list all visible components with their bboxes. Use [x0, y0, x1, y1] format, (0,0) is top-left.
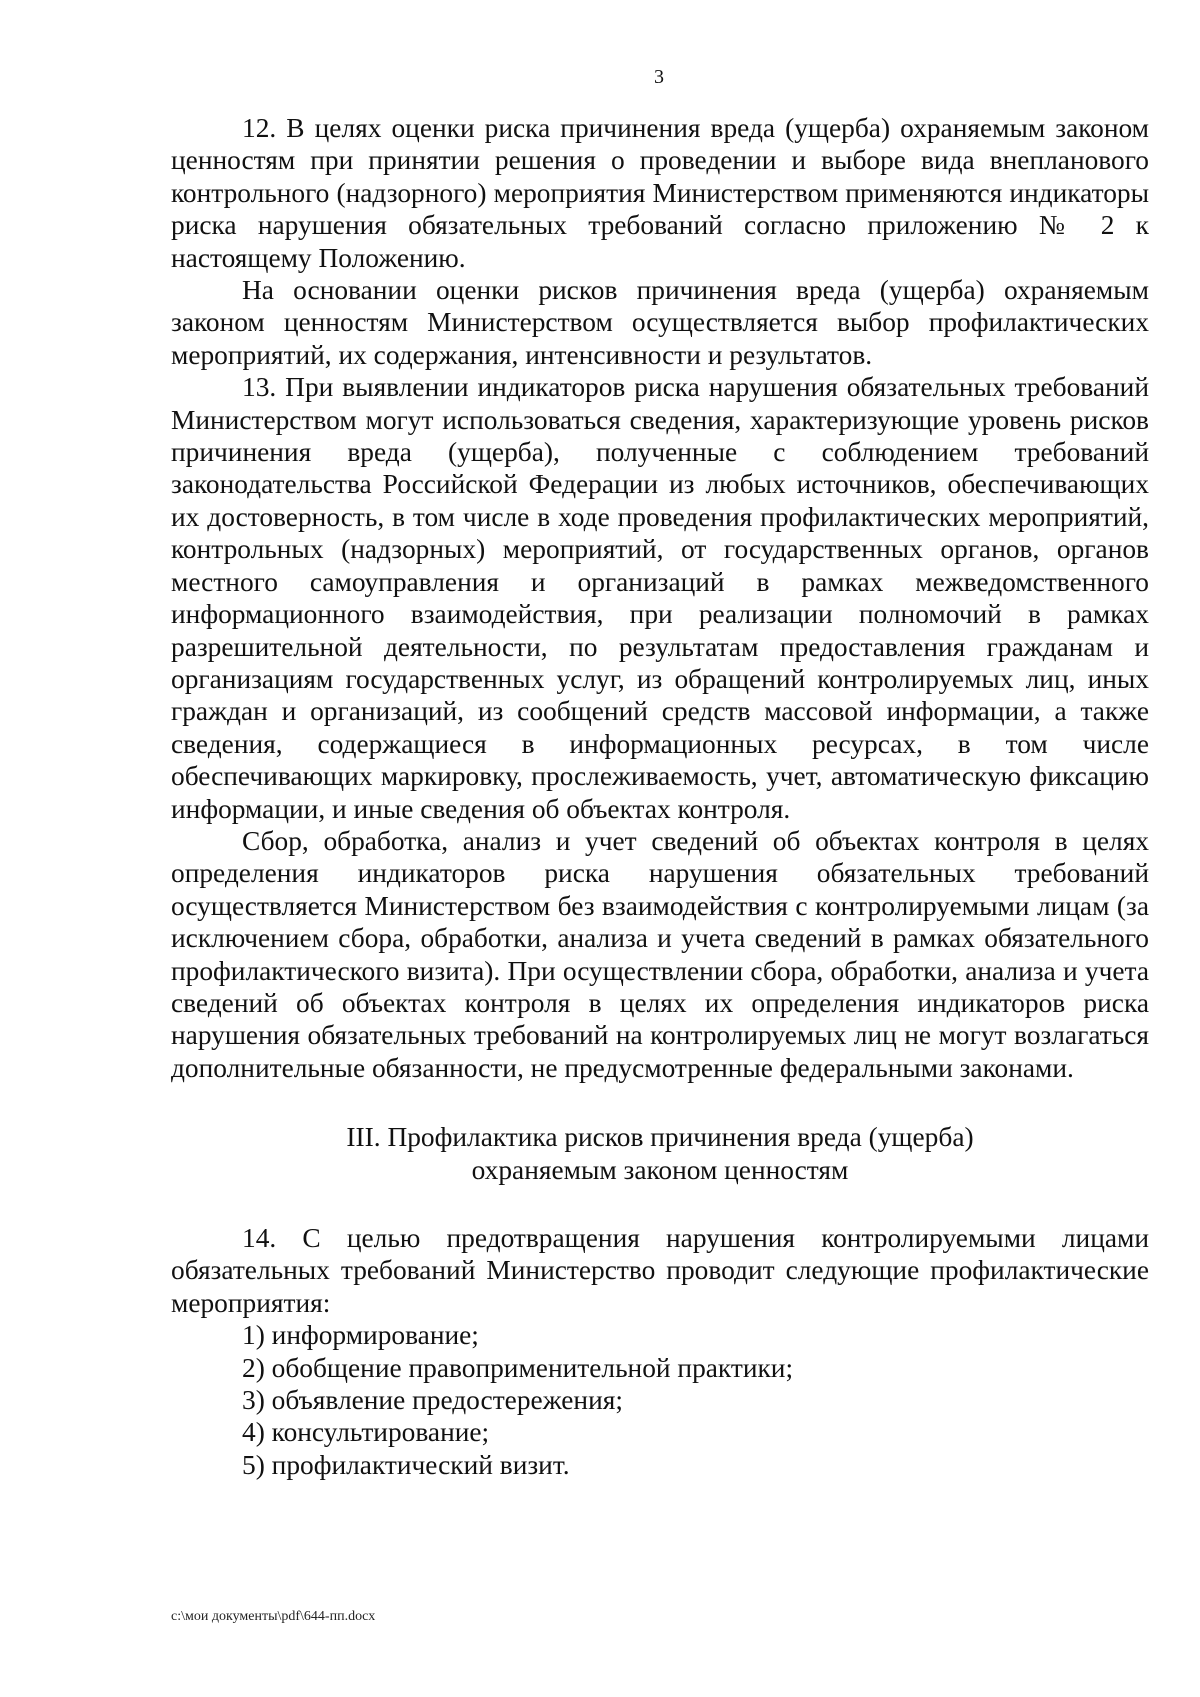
- section-heading-line-1: III. Профилактика рисков причинения вреда (ущерба): [346, 1122, 974, 1153]
- section-heading: [171, 1121, 1149, 1186]
- footer-file-path: c:\мои документы\pdf\644-пп.docx: [171, 1609, 376, 1624]
- paragraph-12-continuation: На основании оценки рисков причинения вреда (ущерба) охраняемым законом ценностям Министерством осуществляется выбор профилактических мероприятий, их содержания, интенсивности и результатов.: [171, 275, 1149, 370]
- paragraph-12: 12. В целях оценки риска причинения вреда (ущерба) охраняемым законом ценностям при принятии решения о проведении и выборе вида внепланового контрольного (надзорного) мероприятия Министерством применяются индикаторы риска нарушения обязательных требований согласно приложению № 2 к настоящему Положению.: [171, 113, 1149, 273]
- section-heading-line-2: охраняемым законом ценностям: [471, 1154, 849, 1185]
- page-number: 3: [654, 66, 664, 88]
- paragraph-13: 13. При выявлении индикаторов риска нарушения обязательных требований Министерством могут использоваться сведения, характеризующие уровень рисков причинения вреда (ущерба), полученные с соблюдением требований законодательства Российской Федерации из любых источников, обеспечивающих их достоверность, в том числе в ходе проведения профилактических мероприятий, контрольных (надзорных) мероприятий, от государственных органов, органов местного самоуправления и организаций в рамках межведомственного информационного взаимодействия, при реализации полномочий в рамках разрешительной деятельности, по результатам предоставления гражданам и организациям государственных услуг, из обращений контролируемых лиц, иных граждан и организаций, из сообщений средств массовой информации, а также сведения, содержащиеся в информационных ресурсах, в том числе обеспечивающих маркировку, прослеживаемость, учет, автоматическую фиксацию информации, и иные сведения об объектах контроля.: [171, 372, 1149, 824]
- document-body: [171, 112, 1149, 1481]
- paragraph-14: 14. С целью предотвращения нарушения контролируемыми лицами обязательных требований Министерство проводит следующие профилактические мероприятия:: [171, 1223, 1149, 1318]
- list-item: 5) профилактический визит.: [242, 1449, 570, 1480]
- list-item: 4) консультирование;: [242, 1417, 490, 1448]
- list-item: 3) объявление предостережения;: [242, 1385, 623, 1416]
- list-item: 1) информирование;: [242, 1320, 479, 1351]
- list-item: 2) обобщение правоприменительной практики;: [242, 1352, 794, 1383]
- paragraph-13-continuation: Сбор, обработка, анализ и учет сведений об объектах контроля в целях определения индикаторов риска нарушения обязательных требований осуществляется Министерством без взаимодействия с контролируемыми лицам (за исключением сбора, обработки, анализа и учета сведений в рамках обязательного профилактического визита). При осуществлении сбора, обработки, анализа и учета сведений об объектах контроля в целях их определения индикаторов риска нарушения обязательных требований на контролируемых лиц не могут возлагаться дополнительные обязанности, не предусмотренные федеральными законами.: [171, 825, 1149, 1083]
